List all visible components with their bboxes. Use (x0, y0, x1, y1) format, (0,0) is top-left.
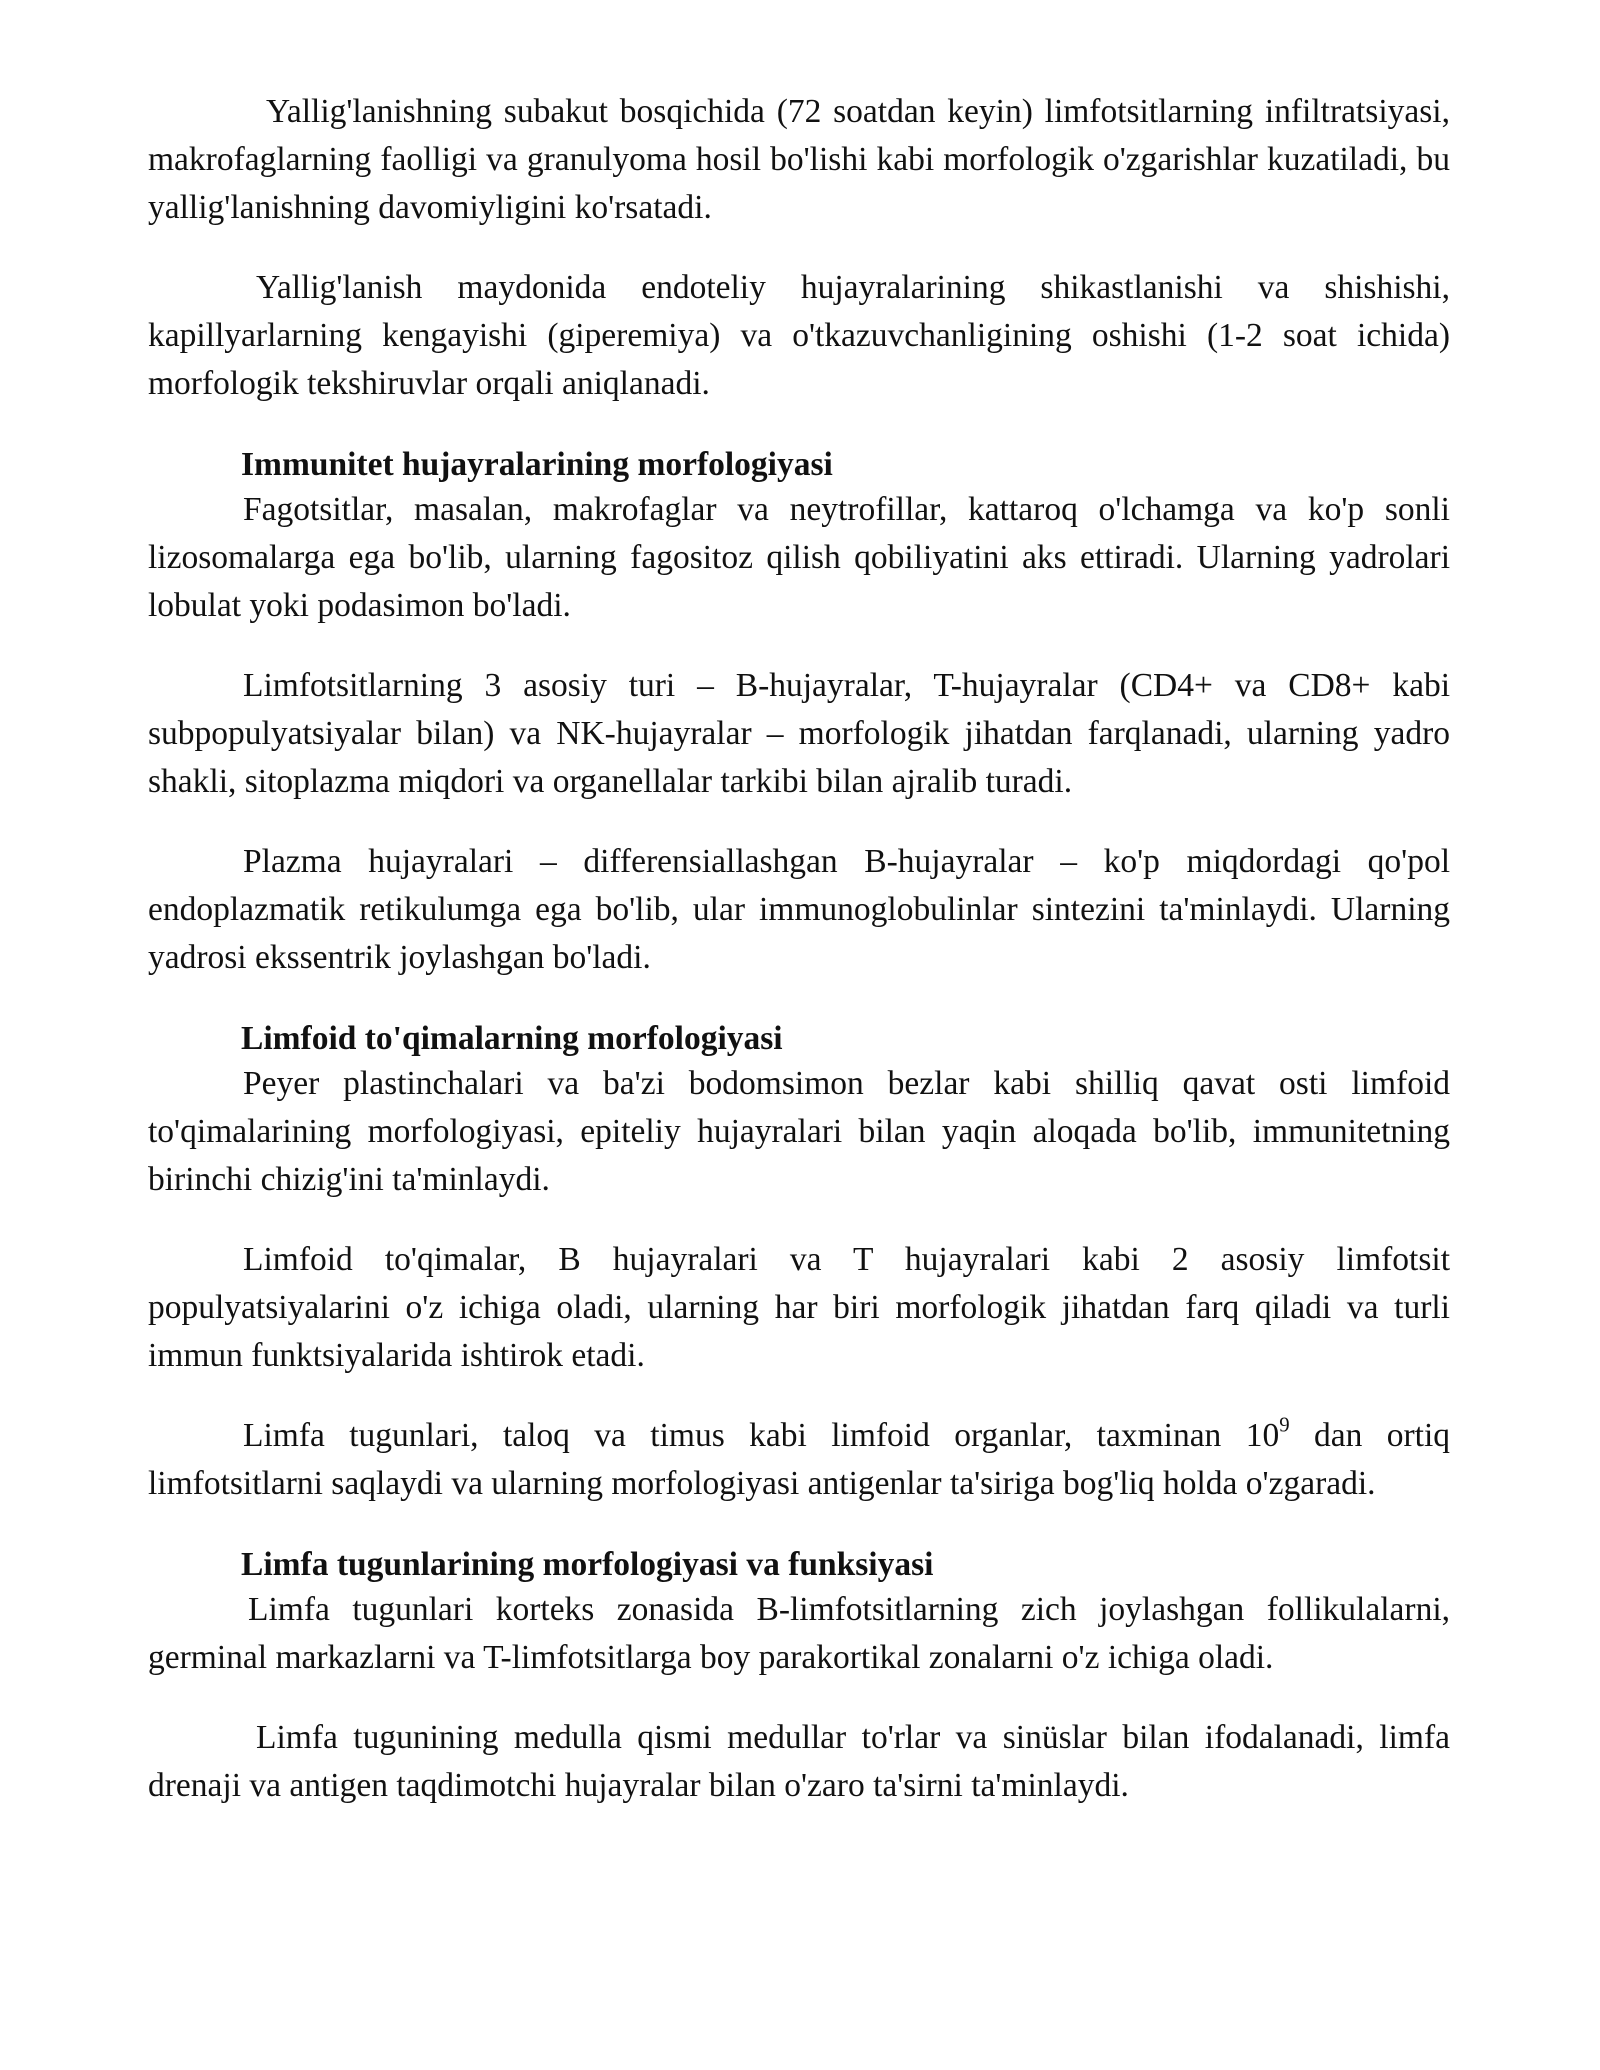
paragraph-lymphocyte-types: Limfotsitlarning 3 asosiy turi – B-hujayralar, T-hujayralar (CD4+ va CD8+ kabi subpopulyatsiyalar bilan) va NK-hujayralar – morfologik jihatdan farqlanadi, ularning yadro shakli, sitoplazma miqdori va organellalar tarkibi bilan ajralib turadi. (148, 667, 1450, 800)
paragraph-endothelial-damage: Yallig'lanish maydonida endoteliy hujayralarining shikastlanishi va shishishi, kapillyarlarning kengayishi (giperemiya) va o'tkazuvchanligining oshishi (1-2 soat ichida) morfologik tekshiruvlar orqali aniqlanadi. (148, 269, 1450, 402)
heading-immune-cells: Immunitet hujayralarining morfologiyasi (241, 446, 833, 483)
heading-lymph-nodes: Limfa tugunlarining morfologiyasi va funksiyasi (241, 1546, 934, 1583)
document-page (148, 88, 1450, 1810)
paragraph-lymph-node-cortex: Limfa tugunlari korteks zonasida B-limfotsitlarning zich joylashgan follikulalarni, germinal markazlarni va T-limfotsitlarga boy parakortikal zonalarni o'z ichiga oladi. (148, 1591, 1450, 1676)
paragraph-lymphoid-organs (148, 1412, 1450, 1508)
paragraph-peyer-patches: Peyer plastinchalari va ba'zi bodomsimon bezlar kabi shilliq qavat osti limfoid to'qimalarining morfologiyasi, epiteliy hujayralari bilan yaqin aloqada bo'lib, immunitetning birinchi chizig'ini ta'minlaydi. (148, 1065, 1450, 1198)
lymphoid-organs-text-after: dan ortiq limfotsitlarni saqlaydi va ularning morfologiyasi antigenlar ta'siriga bog'liq holda o'zgaradi. (148, 1417, 1451, 1502)
lymphoid-organs-text-before: Limfa tugunlari, taloq va timus kabi limfoid organlar, taxminan 10 (243, 1417, 1280, 1454)
paragraph-plasma-cells: Plazma hujayralari – differensiallashgan B-hujayralar – ko'p miqdordagi qo'pol endoplazmatik retikulumga ega bo'lib, ular immunoglobulinlar sintezini ta'minlaydi. Ularning yadrosi ekssentrik joylashgan bo'ladi. (148, 843, 1450, 976)
exponent: 9 (1279, 1413, 1290, 1437)
paragraph-lymphoid-populations: Limfoid to'qimalar, B hujayralari va T hujayralari kabi 2 asosiy limfotsit populyatsiyalarini o'z ichiga oladi, ularning har biri morfologik jihatdan farq qiladi va turli immun funktsiyalarida ishtirok etadi. (148, 1241, 1450, 1374)
heading-lymphoid-tissues: Limfoid to'qimalarning morfologiyasi (241, 1020, 783, 1057)
paragraph-subacute-inflammation: Yallig'lanishning subakut bosqichida (72 soatdan keyin) limfotsitlarning infiltratsiyasi, makrofaglarning faolligi va granulyoma hosil bo'lishi kabi morfologik o'zgarishlar kuzatiladi, bu yallig'lanishning davomiyligini ko'rsatadi. (148, 93, 1450, 226)
paragraph-lymph-node-medulla: Limfa tugunining medulla qismi medullar to'rlar va sinüslar bilan ifodalanadi, limfa drenaji va antigen taqdimotchi hujayralar bilan o'zaro ta'sirni ta'minlaydi. (148, 1719, 1450, 1804)
paragraph-phagocytes: Fagotsitlar, masalan, makrofaglar va neytrofillar, kattaroq o'lchamga va ko'p sonli lizosomalarga ega bo'lib, ularning fagositoz qilish qobiliyatini aks ettiradi. Ularning yadrolari lobulat yoki podasimon bo'ladi. (148, 491, 1450, 624)
